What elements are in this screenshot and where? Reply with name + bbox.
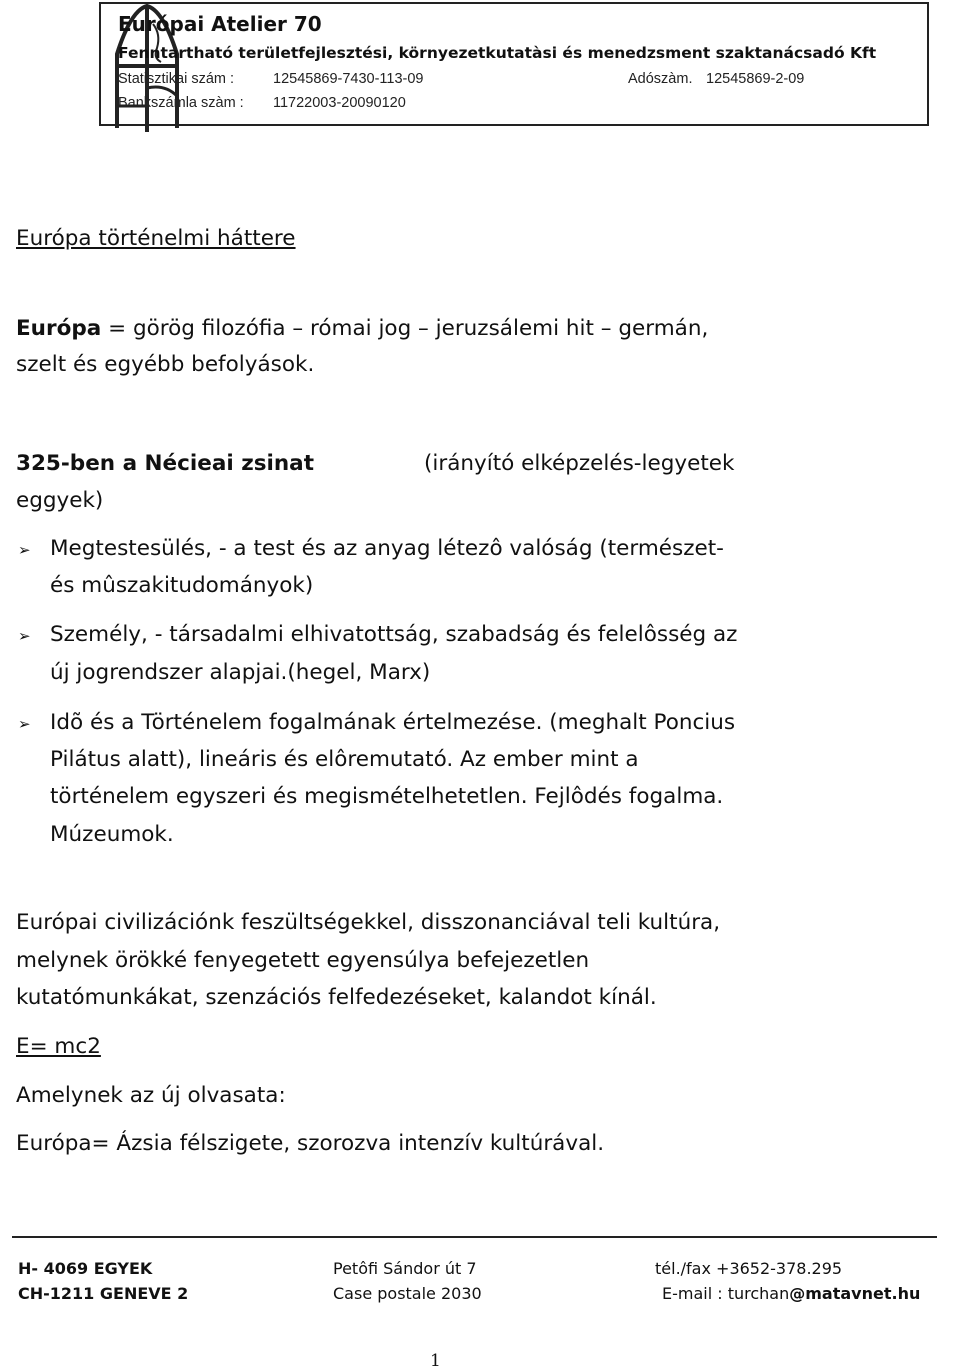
bullet-3-line-3: történelem egyszeri és megismételhetetlen. Fejlôdés fogalma. bbox=[50, 784, 724, 809]
new-reading: Amelynek az új olvasata: bbox=[16, 1083, 286, 1108]
bullet-1-line-1: Megtestesülés, - a test és az anyag létezô valóság (természet- bbox=[50, 536, 724, 561]
bullet-2-line-2: új jogrendszer alapjai.(hegel, Marx) bbox=[50, 660, 431, 685]
bank-label: Bankszámla szàm : bbox=[118, 95, 244, 111]
intro-line-2: szelt és egyébb befolyások. bbox=[16, 352, 315, 377]
council-note: (irányító elképzelés-legyetek bbox=[424, 451, 735, 476]
bullet-2-line-1: Személy, - társadalmi elhivatottság, szabadság és felelôsség az bbox=[50, 622, 738, 647]
email-domain: @matavnet.hu bbox=[789, 1284, 921, 1303]
bullet-3-line-2: Pilátus alatt), lineáris és elôremutató. Az ember mint a bbox=[50, 747, 639, 772]
footer-address-1: H- 4069 EGYEK bbox=[18, 1259, 153, 1278]
footer-street-2: Case postale 2030 bbox=[333, 1284, 482, 1303]
footer-address-2: CH-1211 GENEVE 2 bbox=[18, 1284, 189, 1303]
civ-line-1: Európai civilizációnk feszültségekkel, disszonanciával teli kultúra, bbox=[16, 910, 721, 935]
intro-line-1 bbox=[16, 316, 708, 341]
arrow-bullet-icon: ➢ bbox=[18, 627, 31, 645]
bullet-1-line-2: és mûszakitudományok) bbox=[50, 573, 314, 598]
footer-email bbox=[662, 1284, 920, 1303]
footer-phone: tél./fax +3652-378.295 bbox=[655, 1259, 843, 1278]
arrow-bullet-icon: ➢ bbox=[18, 715, 31, 733]
page-heading: Európa történelmi háttere bbox=[16, 226, 296, 251]
civ-line-2: melynek örökké fenyegetett egyensúlya befejezetlen bbox=[16, 948, 590, 973]
email-label: E-mail : turchan bbox=[662, 1284, 790, 1303]
stat-label: Statisztikai szám : bbox=[118, 71, 235, 87]
company-subtitle: Fenntartható területfejlesztési, környezetkutatàsi és menedzsment szaktanácsadó Kft bbox=[118, 44, 877, 62]
company-name: Európai Atelier 70 bbox=[118, 12, 322, 36]
bullet-3-line-4: Múzeumok. bbox=[50, 822, 174, 847]
council-text: 325-ben a Nécieai zsinat bbox=[16, 451, 314, 476]
tax-label: Adószàm. bbox=[628, 71, 693, 87]
council-note-cont: eggyek) bbox=[16, 488, 104, 513]
bullet-3-line-1: Idõ és a Történelem fogalmának értelmezése. (meghalt Poncius bbox=[50, 710, 736, 735]
europe-definition: Európa= Ázsia félszigete, szorozva intenzív kultúrával. bbox=[16, 1131, 605, 1156]
tax-value: 12545869-2-09 bbox=[706, 71, 805, 87]
civ-line-3: kutatómunkákat, szenzációs felfedezéseket, kalandot kínál. bbox=[16, 985, 657, 1010]
footer-street-1: Petôfi Sándor út 7 bbox=[333, 1259, 477, 1278]
page-number: 1 bbox=[430, 1351, 441, 1371]
formula: E= mc2 bbox=[16, 1034, 101, 1059]
footer-divider bbox=[12, 1236, 937, 1238]
stat-value: 12545869-7430-113-09 bbox=[273, 71, 424, 87]
intro-rest: = görög filozófia – római jog – jeruzsálemi hit – germán, bbox=[101, 316, 709, 341]
arrow-bullet-icon: ➢ bbox=[18, 541, 31, 559]
bank-value: 11722003-20090120 bbox=[273, 95, 406, 111]
intro-bold: Európa bbox=[16, 316, 102, 341]
